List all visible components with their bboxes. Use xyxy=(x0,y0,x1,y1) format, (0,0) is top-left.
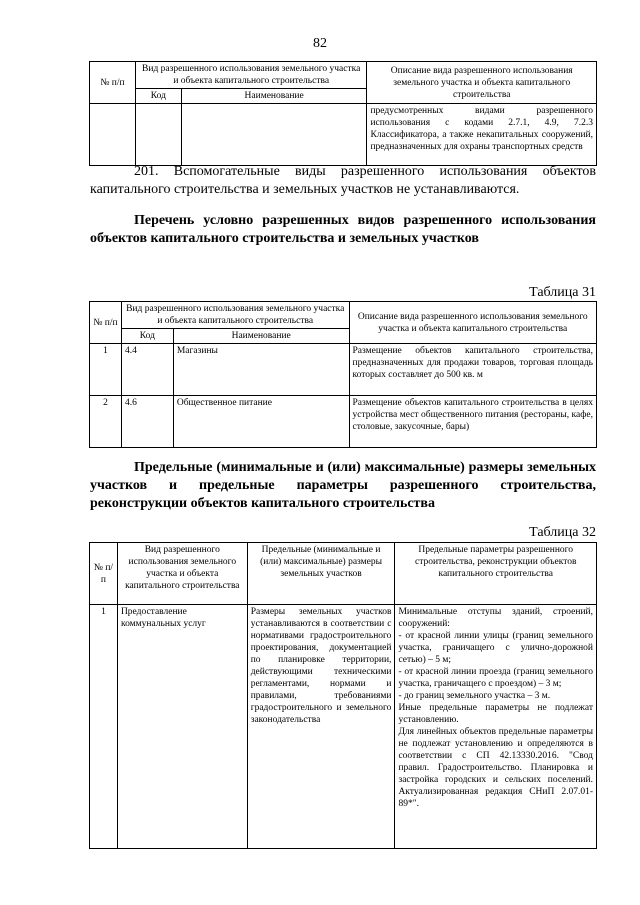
row-desc: предусмотренных видами разрешенного использования с кодами 2.7.1, 4.9, 7.2.3 Классификатора, а также некапитальных сооружений, предназначенных для охраны транспортных средств xyxy=(367,104,597,166)
row-1-num: 1 xyxy=(90,344,122,396)
row-1-sizes: Размеры земельных участков устанавливаются в соответствии с нормативами градостроительного проектирования, документацией по планировке территории, действующими техническими регламентами, нормами и правилами, требованиями градостроительного и земельного законодательства xyxy=(247,605,395,849)
paragraph-201: 201. Вспомогательные виды разрешенного использования объектов капитального строительства и земельных участков не устанавливаются. xyxy=(90,164,596,197)
header-name: Наименование xyxy=(181,89,367,104)
row-1-code: 4.4 xyxy=(121,344,173,396)
row-1-params xyxy=(395,605,597,849)
cell-empty xyxy=(135,104,181,166)
header-code: Код xyxy=(135,89,181,104)
table-31 xyxy=(89,301,597,448)
header-desc: Описание вида разрешенного использования земельного участка и объекта капитального строительства xyxy=(349,302,597,344)
params-line: - от красной линии улицы (границ земельного участка, граничащего с улично-дорожной сетью) – 5 м; xyxy=(398,631,593,665)
heading-table-31: Перечень условно разрешенных видов разрешенного использования объектов капитального строительства и земельных участков xyxy=(90,213,596,246)
cell-empty xyxy=(90,104,136,166)
table-continuation xyxy=(89,61,597,166)
caption-table-32: Таблица 32 xyxy=(529,525,596,540)
page-number: 82 xyxy=(313,36,327,51)
cell-empty xyxy=(181,104,367,166)
row-2-code: 4.6 xyxy=(121,396,173,448)
header-name: Наименование xyxy=(173,329,349,344)
table-32 xyxy=(89,542,597,849)
row-2-desc: Размещение объектов капитального строительства в целях устройства мест общественного питания (рестораны, кафе, столовые, закусочные, бары) xyxy=(349,396,597,448)
row-2-name: Общественное питание xyxy=(173,396,349,448)
header-desc: Описание вида разрешенного использования земельного участка и объекта капитального строительства xyxy=(367,62,597,104)
row-1-desc: Размещение объектов капитального строительства, предназначенных для продажи товаров, торговая площадь которых составляет до 500 кв. м xyxy=(349,344,597,396)
params-line: Минимальные отступы зданий, строений, сооружений: xyxy=(398,607,593,629)
params-line: Иные предельные параметры не подлежат установлению. xyxy=(398,703,593,725)
params-line: Для линейных объектов предельные параметры не подлежат установлению и определяются в соответствии с СП 42.13330.2016. "Свод правил. Градостроительство. Планировка и застройка городских и сельских поселений. Актуализированная редакция СНиП 2.07.01-89*". xyxy=(398,727,593,809)
row-1-num: 1 xyxy=(90,605,118,849)
header-sizes: Предельные (минимальные и (или) максимальные) размеры земельных участков xyxy=(247,543,395,605)
row-1-name: Магазины xyxy=(173,344,349,396)
header-vid: Вид разрешенного использования земельного участка и объекта капитального строительства xyxy=(117,543,247,605)
heading-table-32: Предельные (минимальные и (или) максимальные) размеры земельных участков и предельные параметры разрешенного строительства, реконструкции объектов капитального строительства xyxy=(90,460,596,511)
caption-table-31: Таблица 31 xyxy=(529,285,596,300)
row-2-num: 2 xyxy=(90,396,122,448)
header-num: № п/п xyxy=(90,62,136,104)
params-line: - до границ земельного участка – 3 м. xyxy=(398,691,551,701)
header-vid: Вид разрешенного использования земельного участка и объекта капитального строительства xyxy=(135,62,367,89)
header-params: Предельные параметры разрешенного строительства, реконструкции объектов капитального строительства xyxy=(395,543,597,605)
header-num: № п/п xyxy=(90,543,118,605)
params-line: - от красной линии проезда (границ земельного участка, граничащего с проездом) – 3 м; xyxy=(398,667,593,689)
header-num: № п/п xyxy=(90,302,122,344)
row-1-vid: Предоставление коммунальных услуг xyxy=(117,605,247,849)
header-code: Код xyxy=(121,329,173,344)
header-vid: Вид разрешенного использования земельного участка и объекта капитального строительства xyxy=(121,302,349,329)
